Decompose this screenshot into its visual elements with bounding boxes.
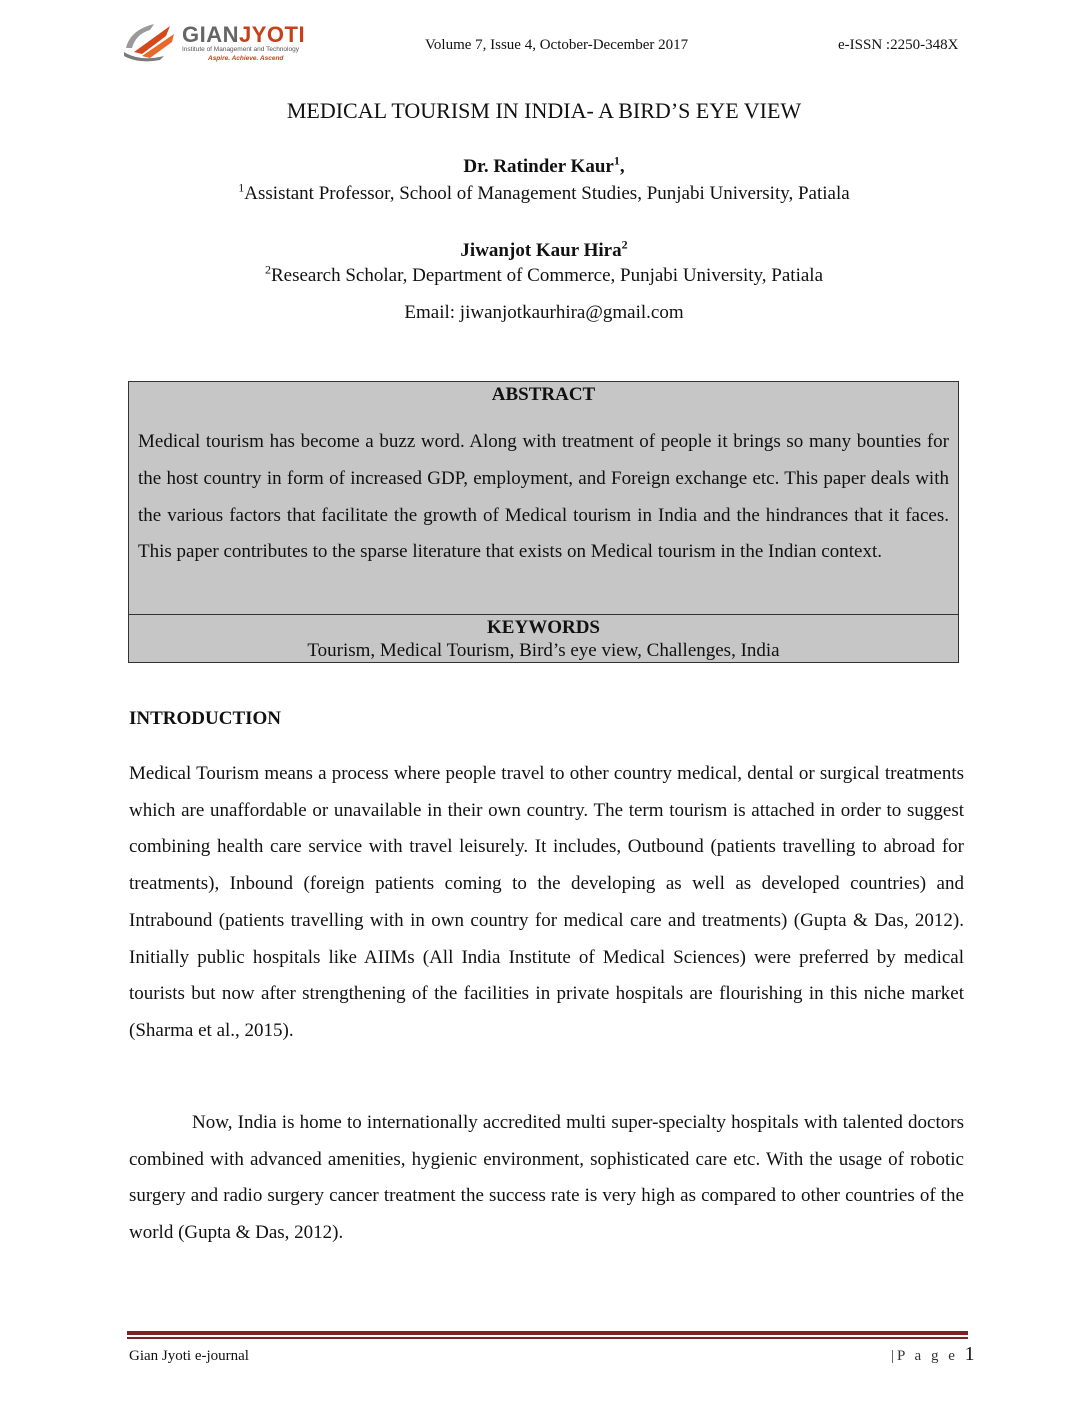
author-2-name: Jiwanjot Kaur Hira$^2$ bbox=[460, 237, 628, 261]
author-2-affiliation: $^2$Research Scholar, Department of Commerce, Punjabi University, Patiala bbox=[264, 262, 823, 286]
footer-rule-thick bbox=[127, 1331, 968, 1335]
logo-emblem-icon bbox=[120, 18, 180, 64]
paper-title: MEDICAL TOURISM IN INDIA- A BIRD’S EYE VIEW bbox=[286, 98, 802, 123]
keywords-heading: KEYWORDS bbox=[487, 617, 600, 638]
logo-tagline: Aspire. Achieve. Ascend bbox=[208, 55, 284, 62]
abstract-text: Medical tourism has become a buzz word. Along with treatment of people it brings so many bounties for the host country in form of increased GDP, employment, and Foreign exchange etc. This paper deals with the various factors that facilitate the growth of Medical tourism in India and the hindrances that it faces. This paper contributes to the sparse literature that exists on Medical tourism in the Indian context. bbox=[138, 431, 949, 563]
logo-subtitle: Institute of Management and Technology bbox=[182, 46, 299, 53]
author-1-affiliation: $^1$Assistant Professor, School of Management Studies, Punjabi University, Patiala bbox=[238, 180, 850, 204]
intro-paragraph-2: Now, India is home to internationally accredited multi super-specialty hospitals with talented doctors combined with advanced amenities, hygienic environment, sophisticated care etc. With the usage of robotic surgery and radio surgery cancer treatment the success rate is very high as compared to other countries of the world (Gupta & Das, 2012). bbox=[129, 1112, 964, 1244]
abstract-heading: ABSTRACT bbox=[491, 384, 596, 405]
abstract-box bbox=[128, 381, 959, 663]
footer-journal-name: Gian Jyoti e-journal bbox=[129, 1348, 249, 1364]
section-heading-introduction: INTRODUCTION bbox=[129, 708, 282, 729]
footer-page-number: |P a g e 1 bbox=[891, 1343, 975, 1365]
footer-rule-thin bbox=[127, 1337, 968, 1339]
logo-wordmark: GIANJYOTI bbox=[182, 22, 306, 47]
journal-logo bbox=[120, 18, 340, 64]
keywords-text: Tourism, Medical Tourism, Bird’s eye view, Challenges, India bbox=[307, 640, 780, 661]
keywords-divider bbox=[129, 614, 958, 615]
author-email: Email: jiwanjotkaurhira@gmail.com bbox=[404, 302, 684, 323]
header-issn: e-ISSN :2250-348X bbox=[838, 37, 959, 53]
intro-paragraph-1: Medical Tourism means a process where people travel to other country medical, dental or surgical treatments which are unaffordable or unavailable in their own country. The term tourism is attached in order to suggest combining health care service with travel leisurely. It includes, Outbound (patients travelling to abroad for treatments), Inbound (foreign patients coming to the developing as well as developed countries) and Intrabound (patients travelling with in own country for medical care and treatments) (Gupta & Das, 2012). Initially public hospitals like AIIMs (All India Institute of Medical Sciences) were preferred by medical tourists but now after strengthening of the facilities in private hospitals are flourishing in this niche market (Sharma et al., 2015). bbox=[129, 763, 964, 1041]
header-volume: Volume 7, Issue 4, October-December 2017 bbox=[425, 37, 689, 53]
author-1-name: Dr. Ratinder Kaur$^1$, bbox=[463, 153, 625, 177]
